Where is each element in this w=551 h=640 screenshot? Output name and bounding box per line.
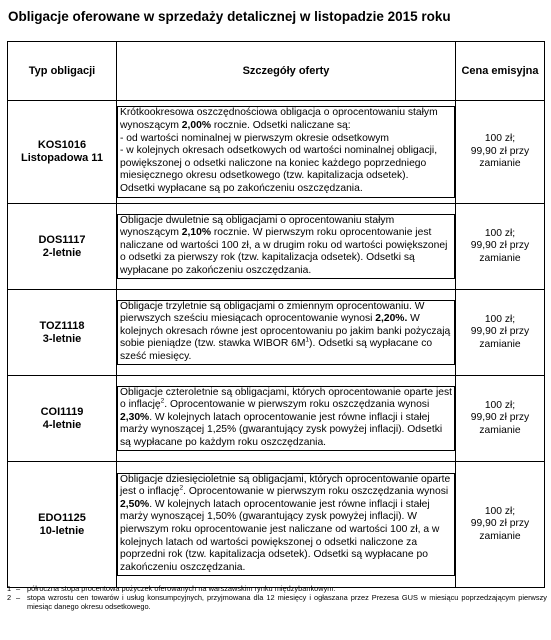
table-row (8, 101, 545, 204)
rate-value: 2,50% (120, 498, 150, 510)
detail-text: Obligacje dwuletnie są obligacjami o oprocentowaniu stałym wynoszącym (120, 214, 395, 239)
offer-details-cell (117, 290, 456, 376)
bonds-table (7, 41, 545, 588)
detail-text: Krótkookresowa oszczędnościowa obligacja o oprocentowaniu stałym wynoszącym (120, 107, 438, 132)
bond-subtitle: 3-letnie (42, 332, 82, 345)
bond-code: EDO1125 (38, 511, 86, 524)
offer-details-text (117, 300, 455, 366)
price-line: zamianie (479, 424, 521, 436)
issue-price-cell (456, 376, 545, 462)
offer-details-text (117, 106, 455, 197)
bond-type-cell (8, 101, 117, 204)
footnote-ref: 2 (160, 397, 165, 405)
bond-type-cell (8, 290, 117, 376)
bond-subtitle: 10-letnie (39, 524, 85, 537)
table-row (8, 290, 545, 376)
header-bond-type: Typ obligacji (8, 42, 117, 101)
price-line: 99,90 zł przy (470, 326, 530, 338)
price-line: 99,90 zł przy (470, 412, 530, 424)
issue-price-cell (456, 290, 545, 376)
bond-subtitle: Listopadowa 11 (21, 152, 103, 164)
bond-code: TOZ1118 (39, 319, 85, 332)
footnote-number: 1 (7, 584, 12, 593)
detail-text: . Oprocentowanie w pierwszym roku oszczędzania wynosi (183, 486, 449, 498)
bond-code: DOS1117 (38, 233, 86, 246)
detail-text: . W kolejnych latach oprocentowanie jest równe inflacji i stałej marży wynoszącej 1,50% (gwarantujący zysk powyżej inflacji). W pierwszym roku oprocentowanie jest naliczane od wartości 100 zł, a w kolejnych latach od wartości powiększonej o odsetki naliczone za poprzedni rok (tzw. kapitalizacja odsetek). Odsetki są wypłacane po zakończeniu oszczędzania. (120, 498, 440, 573)
footnote-text: stopa wzrostu cen towarów i usług konsumpcyjnych, przyjmowana dla 12 miesięcy i ogłaszana przez Prezesa GUS w miesiącu poprzedzającym pierwszy miesiąc danego okresu odsetkowego. (27, 593, 547, 611)
bond-code: COI1119 (40, 405, 84, 418)
price-line: 99,90 zł przy (470, 145, 530, 157)
offer-details-cell (117, 101, 456, 204)
price-line: 100 zł; (484, 227, 516, 239)
price-line: 99,90 zł przy (470, 518, 530, 530)
offer-details-cell (117, 462, 456, 588)
footnote-dash: – (16, 584, 21, 593)
footnote (7, 593, 547, 611)
footnote-ref: 1 (305, 336, 310, 344)
detail-text: Obligacje dziesięcioletnie są obligacjami, których oprocentowanie oparte jest o inflację (120, 473, 451, 498)
detail-text: Obligacje czteroletnie są obligacjami, których oprocentowanie oparte jest o inflację (120, 386, 452, 411)
rate-value: 2,30% (120, 411, 150, 423)
header-offer-details: Szczegóły oferty (117, 42, 456, 101)
price-line: 100 zł; (484, 505, 516, 517)
detail-text: . W kolejnych latach oprocentowanie jest równe inflacji i stałej marży wynoszącej 1,25% (gwarantujący zysk powyżej inflacji). Odsetki są wypłacane po każdym roku oszczędzania. (120, 411, 443, 448)
table-row (8, 376, 545, 462)
price-line: 100 zł; (484, 133, 516, 145)
issue-price-cell (456, 462, 545, 588)
rate-value: 2,00% (181, 120, 211, 132)
bond-subtitle: 4-letnie (42, 418, 82, 431)
issue-price-cell (456, 204, 545, 290)
detail-text: Obligacje trzyletnie są obligacjami o zmiennym oprocentowaniu. W pierwszych sześciu miesiącach oprocentowanie wynosi (120, 300, 425, 325)
footnote-ref: 2 (179, 484, 184, 492)
footnote (7, 584, 547, 593)
footnote-dash: – (16, 593, 21, 602)
price-line: zamianie (479, 530, 521, 542)
offer-details-text (117, 473, 455, 577)
bond-type-cell (8, 204, 117, 290)
detail-line: - w kolejnych okresach odsetkowych od wartości nominalnej obligacji, powiększonej o odsetki naliczone na koniec każdego poprzedniego miesięcznego okresu odsetkowego (tzw. kapitalizacja odsetek). (120, 145, 438, 182)
bond-subtitle: 2-letnie (42, 246, 82, 259)
price-line: zamianie (479, 158, 521, 170)
offer-details-text (117, 214, 455, 280)
table-row (8, 204, 545, 290)
price-line: 99,90 zł przy (470, 240, 530, 252)
footnotes (7, 584, 547, 611)
offer-details-text (117, 386, 455, 452)
rate-value: 2,10% (181, 227, 211, 239)
offer-details-cell (117, 376, 456, 462)
bond-code: KOS1016 (37, 139, 87, 151)
detail-text: W kolejnych okresach równe jest oprocentowaniu po jakim banki pożyczają sobie pieniądze (tzw. stawka WIBOR 6M (120, 313, 451, 350)
detail-text: rocznie. W pierwszym roku oprocentowanie jest naliczane od wartości 100 zł, a w drugim roku od wartości powiększonej o odsetki za pierwszy rok (tzw. kapitalizacja odsetek). Odsetki są wypłacane po zakończeniu oszczędzania. (120, 227, 448, 276)
issue-price-cell (456, 101, 545, 204)
offer-details-cell (117, 204, 456, 290)
detail-text: ). Odsetki są wypłacane co sześć miesięcy. (120, 338, 433, 362)
footnote-number: 2 (7, 593, 12, 602)
detail-line: - od wartości nominalnej w pierwszym okresie odsetkowym (120, 132, 389, 144)
detail-line: Odsetki wypłacane są po zakończeniu oszczędzania. (120, 182, 363, 194)
bond-type-cell (8, 376, 117, 462)
detail-text: rocznie. Odsetki naliczane są: (211, 120, 351, 132)
price-line: 100 zł; (484, 313, 516, 325)
price-line: zamianie (479, 252, 521, 264)
price-line: 100 zł; (484, 399, 516, 411)
bond-type-cell (8, 462, 117, 588)
table-header-row (8, 42, 545, 101)
rate-value: 2,20%. (375, 313, 408, 325)
detail-text: . Oprocentowanie w pierwszym roku oszczędzania wynosi (164, 399, 430, 411)
page-title: Obligacje oferowane w sprzedaży detalicznej w listopadzie 2015 roku (8, 9, 451, 24)
price-line: zamianie (479, 338, 521, 350)
footnote-text: półroczna stopa procentowa pożyczek oferowanych na warszawskim rynku międzybankowym. (27, 584, 336, 593)
table-row (8, 462, 545, 588)
header-issue-price: Cena emisyjna (456, 42, 545, 101)
